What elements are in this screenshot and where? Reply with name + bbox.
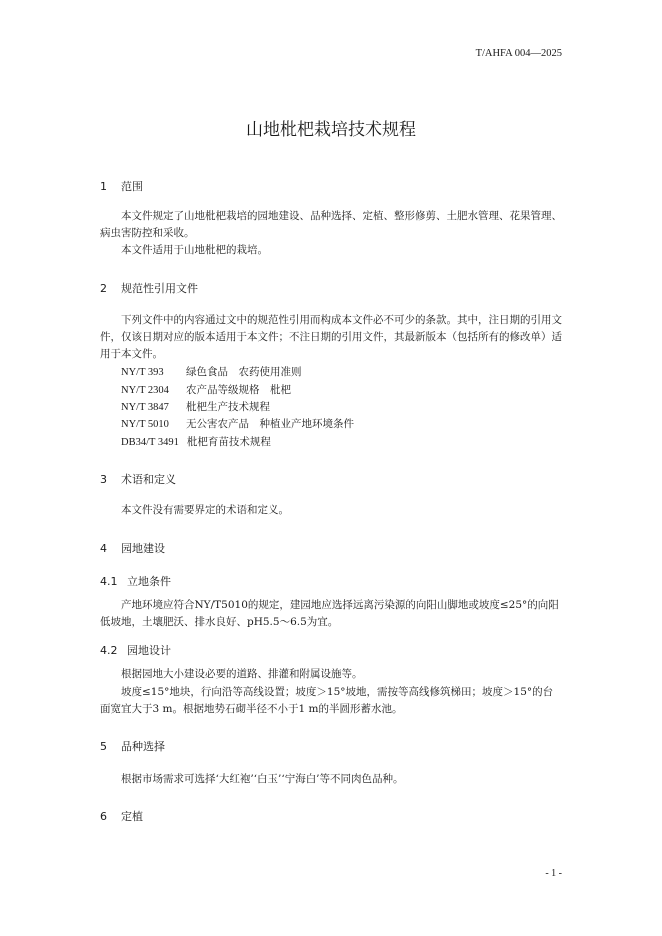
- section-number: 1: [100, 180, 107, 193]
- section-title: 规范性引用文件: [121, 282, 198, 295]
- section-title: 园地建设: [121, 542, 165, 555]
- section-5-paragraph-1: 根据市场需求可选择‘大红袍’‘白玉’‘宁海白’等不同肉色品种。: [121, 773, 404, 785]
- section-number: 4: [100, 542, 107, 555]
- section-title: 术语和定义: [121, 473, 176, 486]
- section-title: 定植: [121, 810, 143, 823]
- reference-code: NY/T 2304: [121, 385, 169, 396]
- reference-item: [121, 399, 270, 414]
- reference-name: 枇杷育苗技术规程: [186, 436, 271, 448]
- section-number: 6: [100, 810, 107, 823]
- section-4-1-paragraph-1: 产地环境应符合NY/T5010的规定，建园地应选择远离污染源的向阳山脚地或坡度≤25°的向阳低坡地，土壤肥沃、排水良好、pH5.5～6.5为宜。: [100, 599, 559, 628]
- section-number: 5: [100, 740, 107, 753]
- section-number: 4.1: [100, 575, 118, 588]
- section-title: 品种选择: [121, 740, 165, 753]
- section-title: 范围: [121, 180, 143, 193]
- section-3-heading: [100, 471, 176, 487]
- reference-name: 枇杷生产技术规程: [186, 401, 270, 413]
- section-2-heading: [100, 280, 198, 296]
- section-6-heading: [100, 808, 143, 824]
- section-3-paragraph-1: 本文件没有需要界定的术语和定义。: [121, 504, 289, 516]
- reference-code: DB34/T 3491: [121, 437, 179, 448]
- reference-name: 绿色食品 农药使用准则: [186, 366, 302, 378]
- section-title: 立地条件: [127, 575, 171, 588]
- page-number: - 1 -: [545, 868, 562, 879]
- section-4-2-heading: [100, 642, 171, 658]
- section-title: 园地设计: [127, 644, 171, 657]
- section-number: 3: [100, 473, 107, 486]
- section-2-paragraph-1: 下列文件中的内容通过文中的规范性引用而构成本文件必不可少的条款。其中，注日期的引用文件，仅该日期对应的版本适用于本文件；不注日期的引用文件，其最新版本（包括所有的修改单）适用于本文件。: [100, 314, 562, 360]
- section-5-heading: [100, 738, 165, 754]
- reference-code: NY/T 3847: [121, 402, 169, 413]
- section-number: 4.2: [100, 644, 118, 657]
- section-4-2-paragraph-2: 坡度≤15°地块，行向沿等高线设置；坡度＞15°坡地，需按等高线修筑梯田；坡度＞15°的台面宽宜大于3 m。根据地势石砌半径不小于1 m的半圆形蓄水池。: [100, 686, 554, 715]
- section-1-paragraph-1: 本文件规定了山地枇杷栽培的园地建设、品种选择、定植、整形修剪、土肥水管理、花果管理、病虫害防控和采收。: [100, 210, 562, 239]
- reference-code: NY/T 5010: [121, 419, 169, 430]
- reference-item: [121, 364, 302, 379]
- section-1-heading: [100, 178, 143, 194]
- page-title: 山地枇杷栽培技术规程: [246, 120, 416, 140]
- reference-item: [121, 416, 354, 431]
- section-number: 2: [100, 282, 107, 295]
- reference-code: NY/T 393: [121, 367, 164, 378]
- reference-name: 无公害农产品 种植业产地环境条件: [186, 418, 354, 430]
- reference-item: [121, 434, 271, 449]
- section-1-paragraph-2: 本文件适用于山地枇杷的栽培。: [121, 244, 268, 256]
- section-4-1-heading: [100, 573, 171, 589]
- section-4-heading: [100, 540, 165, 556]
- document-code: T/AHFA 004—2025: [475, 48, 562, 59]
- reference-name: 农产品等级规格 枇杷: [186, 384, 291, 396]
- section-4-2-paragraph-1: 根据园地大小建设必要的道路、排灌和附属设施等。: [121, 668, 363, 680]
- reference-item: [121, 382, 291, 397]
